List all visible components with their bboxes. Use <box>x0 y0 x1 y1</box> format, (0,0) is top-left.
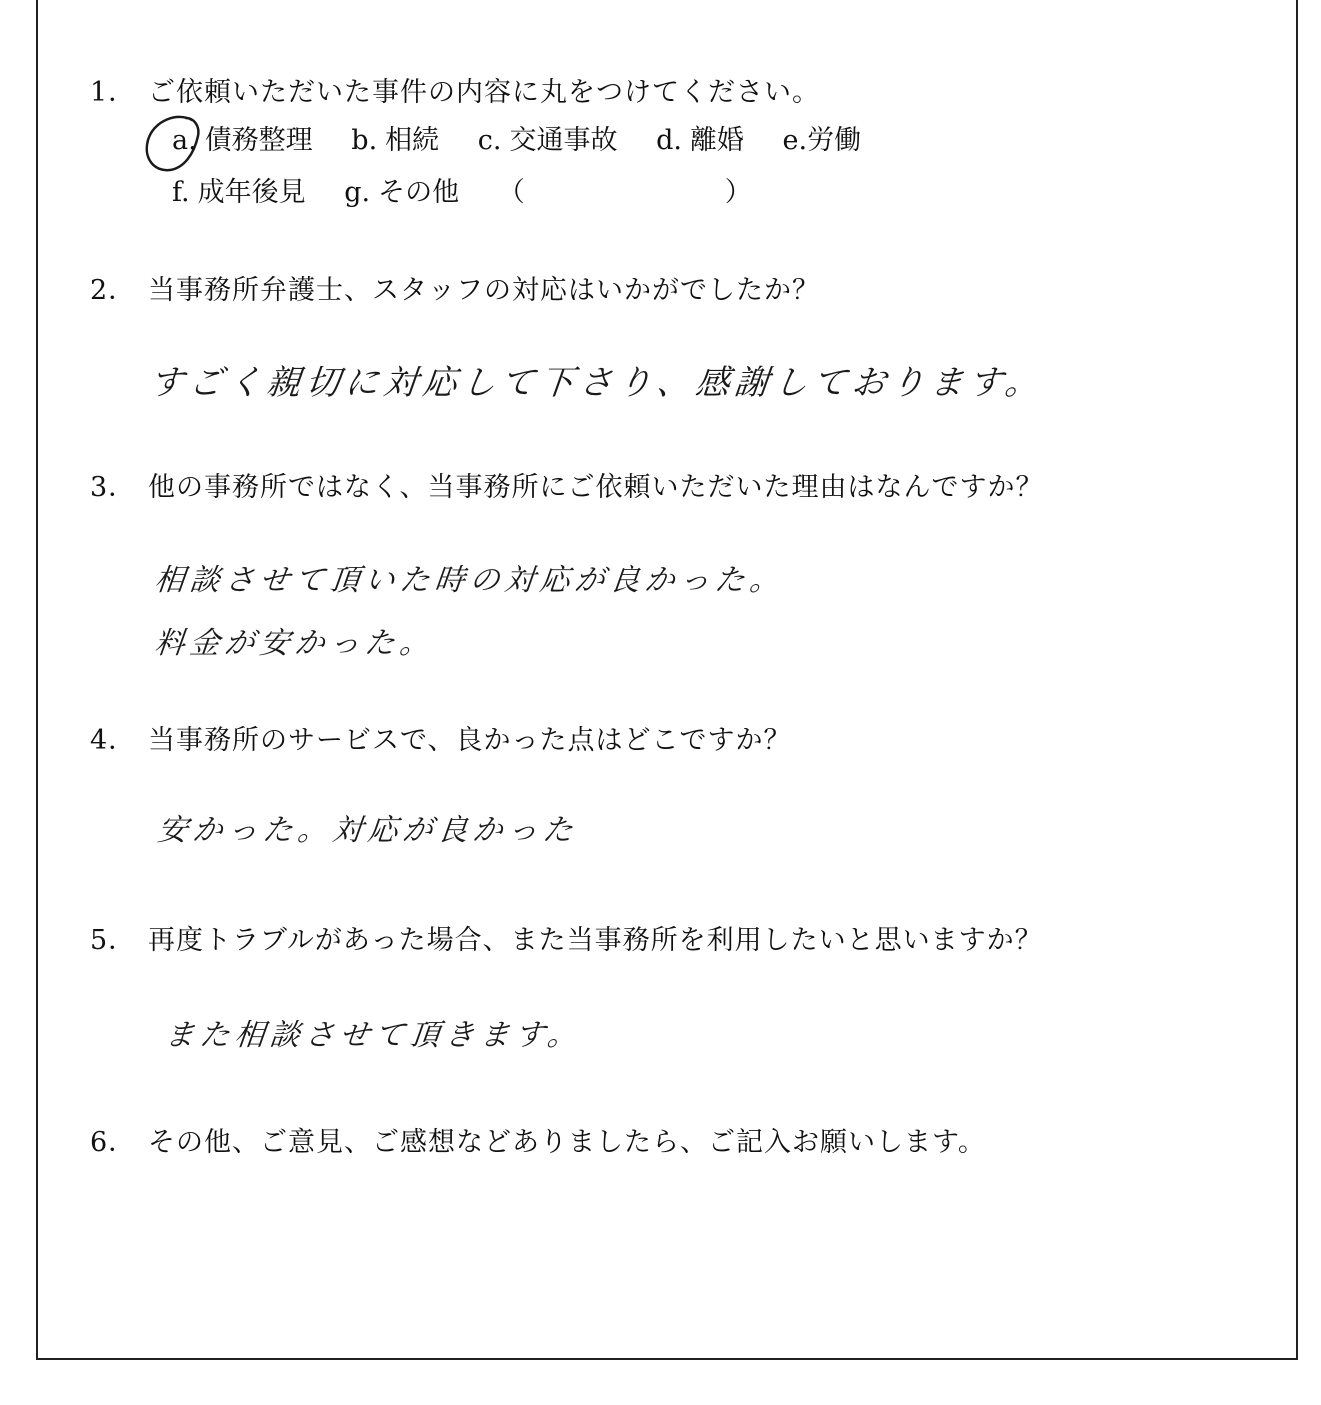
question-2-number: 2． <box>90 275 137 306</box>
option-e[interactable]: e.労働 <box>782 125 862 156</box>
question-4 <box>90 718 791 757</box>
other-field[interactable]: （ ） <box>497 177 752 208</box>
question-5-number: 5． <box>90 925 137 956</box>
option-b[interactable]: b. 相続 <box>351 125 440 156</box>
question-6-number: 6． <box>90 1127 137 1158</box>
option-a[interactable]: a. 債務整理 <box>172 125 313 156</box>
question-3-text: 他の事務所ではなく、当事務所にご依頼いただいた理由はなんですか？ <box>148 472 1044 503</box>
question-1-options-row-2 <box>172 170 752 209</box>
option-g[interactable]: g. その他 <box>344 177 460 208</box>
question-1 <box>90 70 820 109</box>
option-f[interactable]: f. 成年後見 <box>172 177 306 208</box>
question-1-number: 1． <box>90 77 137 108</box>
option-c[interactable]: c. 交通事故 <box>477 125 618 156</box>
question-3-answer-1: 相談させて頂いた時の対応が良かった。 <box>152 563 787 598</box>
question-4-answer-1: 安かった。対応が良かった <box>155 813 580 848</box>
question-1-options-row-1 <box>172 118 891 157</box>
question-4-text: 当事務所のサービスで、良かった点はどこですか？ <box>148 725 792 756</box>
question-1-text: ご依頼いただいた事件の内容に丸をつけてください。 <box>148 77 820 108</box>
question-3-number: 3． <box>90 472 137 503</box>
question-6-text: その他、ご意見、ご感想などありましたら、ご記入お願いします。 <box>148 1127 986 1158</box>
question-4-number: 4． <box>90 725 137 756</box>
question-6 <box>90 1120 986 1159</box>
question-5 <box>90 918 1043 957</box>
option-d[interactable]: d. 離婚 <box>656 125 744 156</box>
question-2-answer-1: すごく親切に対応して下さり、感謝しております。 <box>147 363 1047 403</box>
question-2 <box>90 268 820 307</box>
question-5-answer-1: また相談させて頂きます。 <box>162 1018 585 1053</box>
question-2-text: 当事務所弁護士、スタッフの対応はいかがでしたか？ <box>148 275 820 306</box>
question-3 <box>90 465 1043 504</box>
question-5-text: 再度トラブルがあった場合、また当事務所を利用したいと思いますか？ <box>148 925 1043 956</box>
question-3-answer-2: 料金が安かった。 <box>152 626 437 661</box>
